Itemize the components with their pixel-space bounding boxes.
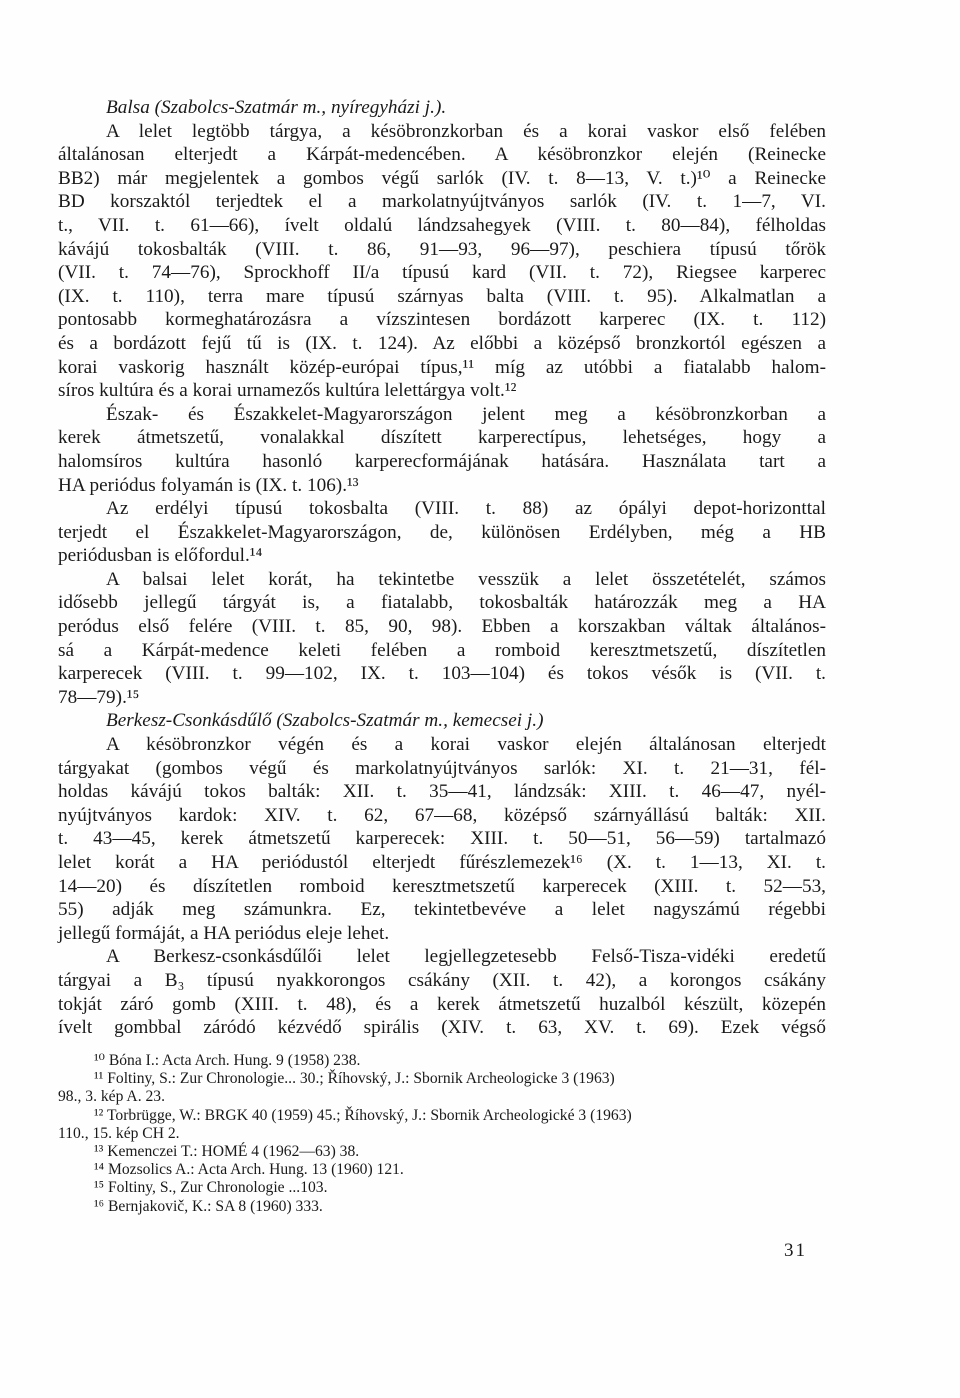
text-line: jellegű formáját, a HA periódus eleje lehet. [58, 922, 390, 944]
text-line: és a bordázott fejű tű is (IX. t. 124). Az előbbi a középső bronzkortól egészen a [58, 332, 826, 354]
text-line: nyújtványos kardok: XIV. t. 62, 67—68, középső szárnyállású balták: XII. [58, 804, 826, 826]
text-line: 55) adják meg számunkra. Ez, tekintetbevéve a lelet nagyszámú régebbi [58, 899, 826, 921]
text-line: Az erdélyi típusú tokosbalta (VIII. t. 88) az ópályi depot-horizonttal [106, 498, 826, 520]
text-line: idősebb jellegű tárgyát is, a fiatalabb, tokosbalták határozzák meg a HA [58, 592, 826, 614]
footnote-line: ¹⁴ Mozsolics A.: Acta Arch. Hung. 13 (1960) 121. [94, 1161, 404, 1179]
text-line: t. 43—45, kerek átmetszetű karperecek: XIII. t. 50—51, 56—59) tartalmazó [58, 828, 826, 850]
text-line: tárgyai a B₃ típusú nyakkorongos csákány (XII. t. 42), a korongos csákány [58, 969, 826, 991]
section-heading: Berkesz-Csonkásdűlő (Szabolcs-Szatmár m., kemecsei j.) [106, 710, 544, 732]
text-line: BB2) már megjelentek a gombos végű sarlók (IV. t. 8—13, V. t.)¹⁰ a Reinecke [58, 167, 826, 189]
text-line: periódusban is előfordul.¹⁴ [58, 545, 263, 567]
text-line: sá a Kárpát-medence keleti felében a romboid keresztmetszetű, díszítetlen [58, 639, 826, 661]
footnote-line: 98., 3. kép A. 23. [58, 1088, 165, 1106]
body-text [58, 96, 826, 1040]
footnote-line: ¹² Torbrügge, W.: BRGK 40 (1959) 45.; Říhovský, J.: Sbornik Archeologické 3 (1963) [94, 1106, 632, 1124]
text-line: síros kultúra és a korai urnamezős kultúra lelettárgya volt.¹² [58, 380, 517, 402]
text-line: BD korszaktól terjedtek el a markolatnyújtványos sarlók (IV. t. 1—7, VI. [58, 191, 826, 213]
footnote-line: 110., 15. kép CH 2. [58, 1124, 180, 1142]
footnote-line: ¹⁶ Bernjakovič, K.: SA 8 (1960) 333. [94, 1197, 323, 1215]
text-line: karperecek (VIII. t. 99—102, IX. t. 103—104) és tokos vésők is (VII. t. [58, 663, 826, 685]
section-heading: Balsa (Szabolcs-Szatmár m., nyíregyházi j.). [106, 97, 447, 118]
text-line: (IX. t. 110), terra mare típusú szárnyas balta (VIII. t. 95). Alkalmatlan a [58, 285, 826, 307]
footnotes [58, 1052, 826, 1216]
text-line: ívelt gombbal záródó kézvédő spirális (XIV. t. 63, XV. t. 69). Ezek végső [58, 1017, 826, 1039]
text-line: t., VII. t. 61—66), ívelt oldalú lándzsahegyek (VIII. t. 80—84), félholdas [58, 214, 826, 236]
text-line: (VII. t. 74—76), Sprockhoff II/a típusú kard (VII. t. 72), Riegsee karperec [58, 262, 826, 284]
text-line: holdas kávájú tokos balták: XII. t. 35—41, lándzsák: XIII. t. 46—47, nyél- [58, 781, 826, 803]
text-line: pontosabb kormeghatározásra a vízszintesen bordázott karperec (IX. t. 112) [58, 309, 826, 331]
footnote-line: ¹⁵ Foltiny, S., Zur Chronologie ...103. [94, 1179, 328, 1197]
text-line: A lelet legtöbb tárgya, a késöbronzkorban és a korai vaskor első felében [106, 120, 826, 142]
text-line: A balsai lelet korát, ha tekintetbe vesszük a lelet összetételét, számos [106, 568, 826, 590]
text-line: A késöbronzkor végén és a korai vaskor elején általánosan elterjedt [106, 734, 826, 756]
footnote-line: ¹¹ Foltiny, S.: Zur Chronologie... 30.; Říhovský, J.: Sbornik Archeologicke 3 (1963) [94, 1070, 615, 1088]
text-line: 78—79).¹⁵ [58, 686, 140, 708]
text-line: tárgyakat (gombos végű és markolatnyújtványos sarlók: XI. t. 21—31, fél- [58, 757, 826, 779]
page-number: 31 [784, 1240, 807, 1261]
text-line: általánosan elterjedt a Kárpát-medencében. A késöbronzkor elején (Reinecke [58, 144, 826, 166]
text-line: kerek átmetszetű, vonalakkal díszített karperectípus, lehetséges, hogy a [58, 427, 826, 449]
text-line: Észak- és Északkelet-Magyarországon jelent meg a késöbronzkorban a [106, 403, 826, 425]
text-line: lelet korát a HA periódustól elterjedt fűrészlemezek¹⁶ (X. t. 1—13, XI. t. [58, 852, 826, 873]
footnote-line: ¹³ Kemenczei T.: HOMÉ 4 (1962—63) 38. [94, 1142, 360, 1160]
text-line: korai vaskorig használt közép-európai típus,¹¹ míg az utóbbi a fiatalabb halom- [58, 356, 826, 378]
text-line: tokját záró gomb (XIII. t. 48), és a kerek átmetszetű huzalból készült, közepén [58, 993, 826, 1015]
text-line: halomsíros kultúra hasonló karperecformájának hatására. Használata tart a [58, 450, 826, 472]
text-line: 14—20) és díszítetlen romboid keresztmetszetű karperecek (XIII. t. 52—53, [58, 875, 826, 897]
text-line: A Berkesz-csonkásdűlői lelet legjellegzetesebb Felső-Tisza-vidéki eredetű [106, 946, 826, 968]
footnote-line: ¹⁰ Bóna I.: Acta Arch. Hung. 9 (1958) 238. [94, 1052, 361, 1069]
text-line: kávájú tokosbalták (VIII. t. 86, 91—93, 96—97), peschiera típusú tőrök [58, 238, 826, 260]
text-line: peródus első felére (VIII. t. 85, 90, 98). Ebben a korszakban váltak általános- [58, 616, 826, 638]
text-line: HA periódus folyamán is (IX. t. 106).¹³ [58, 474, 359, 496]
text-line: terjedt el Északkelet-Magyarországon, de, különösen Erdélyben, még a HB [58, 521, 826, 543]
